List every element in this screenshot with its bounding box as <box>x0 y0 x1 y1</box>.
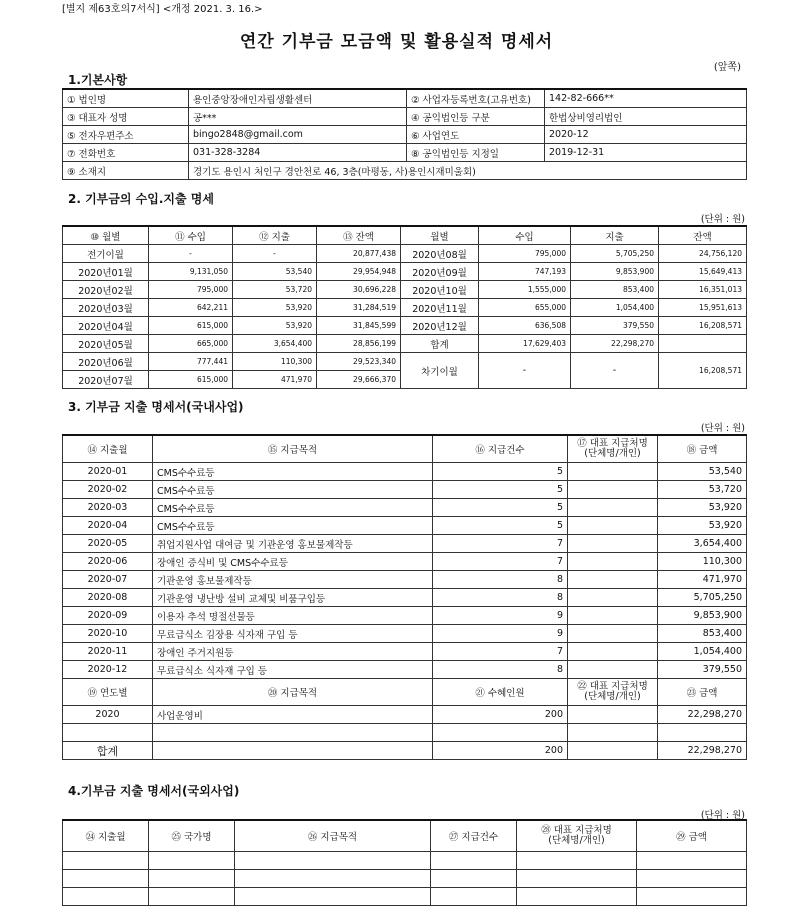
domestic-expense-row <box>63 643 747 661</box>
recipient-cell <box>568 589 658 607</box>
month-cell: 2020년07월 <box>63 371 149 389</box>
expense-cell: 471,970 <box>233 371 317 389</box>
month-cell: 2020년09월 <box>401 263 479 281</box>
blank-cell <box>658 724 747 742</box>
column-header: 잔액 <box>659 226 747 245</box>
header-line: (단체명/개인) <box>584 448 641 459</box>
blank-cell <box>149 888 235 906</box>
income-cell: 795,000 <box>479 245 571 263</box>
count-cell: 5 <box>433 481 568 499</box>
month-cell: 2020-01 <box>63 463 153 481</box>
blank-cell <box>235 852 431 870</box>
domestic-header-2 <box>63 679 747 706</box>
income-cell: 9,131,050 <box>149 263 233 281</box>
income-cell: 1,555,000 <box>479 281 571 299</box>
header-line: (단체명/개인) <box>584 691 641 702</box>
income-cell: 642,211 <box>149 299 233 317</box>
column-header <box>658 435 747 463</box>
overseas-header <box>63 820 747 852</box>
purpose-cell: CMS수수료등 <box>153 481 433 499</box>
section-4-unit: (단위 : 원) <box>700 810 745 821</box>
count-cell: 7 <box>433 553 568 571</box>
amount-cell: 3,654,400 <box>658 535 747 553</box>
month-cell: 2020-05 <box>63 535 153 553</box>
count-cell: 8 <box>433 589 568 607</box>
purpose-cell: 기관운영 홍보물제작등 <box>153 571 433 589</box>
header-line: ㉒ 대표 지급처명 <box>577 681 648 692</box>
field-label: ⑤ 전자우편주소 <box>63 126 189 144</box>
column-header <box>517 820 637 852</box>
amount-cell: 5,705,250 <box>658 589 747 607</box>
column-header <box>63 679 153 706</box>
field-label: ① 법인명 <box>63 89 189 108</box>
month-cell: 합계 <box>401 335 479 353</box>
month-cell: 2020년11월 <box>401 299 479 317</box>
income-expense-table <box>62 225 747 389</box>
amount-cell: 53,540 <box>658 463 747 481</box>
carryover-label: 차기이월 <box>401 353 479 389</box>
blank-cell <box>63 852 149 870</box>
field-value: 031-328-3284 <box>189 144 407 162</box>
count-cell: 5 <box>433 463 568 481</box>
column-header: ⑩ 월별 <box>63 226 149 245</box>
basic-info-row <box>63 126 747 144</box>
month-cell: 2020년04월 <box>63 317 149 335</box>
blank-cell <box>637 852 747 870</box>
domestic-expense-row <box>63 589 747 607</box>
income-cell: 615,000 <box>149 317 233 335</box>
amount-cell: 379,550 <box>658 661 747 679</box>
amount-cell: 853,400 <box>658 625 747 643</box>
balance-cell: 20,877,438 <box>317 245 401 263</box>
income-cell: 747,193 <box>479 263 571 281</box>
purpose-cell: 사업운영비 <box>153 706 433 724</box>
column-header: ⑬ 잔액 <box>317 226 401 245</box>
total-amount: 22,298,270 <box>658 742 747 760</box>
total-row <box>63 742 747 760</box>
domestic-expense-row <box>63 607 747 625</box>
column-header <box>637 820 747 852</box>
income-expense-row <box>63 353 747 371</box>
count-cell: 5 <box>433 517 568 535</box>
recipient-cell <box>568 517 658 535</box>
domestic-expense-row <box>63 535 747 553</box>
recipient-cell <box>568 481 658 499</box>
amount-cell: 53,920 <box>658 517 747 535</box>
page-title: 연간 기부금 모금액 및 활용실적 명세서 <box>239 32 554 52</box>
header-line: ㉗ 지급건수 <box>448 832 499 843</box>
header-line: ㉘ 대표 지급처명 <box>541 825 612 836</box>
income-cell: 615,000 <box>149 371 233 389</box>
year-summary-row <box>63 706 747 724</box>
expense-cell: 53,920 <box>233 299 317 317</box>
basic-info-row <box>63 108 747 126</box>
amount-cell: 22,298,270 <box>658 706 747 724</box>
column-header <box>431 820 517 852</box>
income-expense-row <box>63 317 747 335</box>
domestic-expense-row <box>63 499 747 517</box>
field-value: 공*** <box>189 108 407 126</box>
domestic-expense-row <box>63 463 747 481</box>
income-cell: 777,441 <box>149 353 233 371</box>
expense-cell: 9,853,900 <box>571 263 659 281</box>
column-header <box>63 435 153 463</box>
overseas-blank-row <box>63 888 747 906</box>
amount-cell: 53,720 <box>658 481 747 499</box>
balance-cell: 30,696,228 <box>317 281 401 299</box>
blank-cell <box>517 852 637 870</box>
carryover-income: - <box>479 353 571 389</box>
field-value: 용인중앙장애인자립생활센터 <box>189 89 407 108</box>
section-1-heading: 1.기본사항 <box>68 73 128 87</box>
count-cell: 5 <box>433 499 568 517</box>
section-2-unit: (단위 : 원) <box>700 214 745 225</box>
basic-info-table <box>62 88 747 180</box>
field-label: ⑧ 공익법인등 지정일 <box>407 144 545 162</box>
balance-cell: 16,208,571 <box>659 317 747 335</box>
income-cell: 636,508 <box>479 317 571 335</box>
recipient-cell <box>568 607 658 625</box>
count-cell: 9 <box>433 607 568 625</box>
recipient-cell <box>568 499 658 517</box>
header-line: ㉕ 국가명 <box>171 832 212 843</box>
expense-cell: 53,540 <box>233 263 317 281</box>
month-cell: 2020년06월 <box>63 353 149 371</box>
income-cell: 665,000 <box>149 335 233 353</box>
domestic-expense-row <box>63 661 747 679</box>
amount-cell: 1,054,400 <box>658 643 747 661</box>
month-cell: 2020년05월 <box>63 335 149 353</box>
blank-cell <box>431 888 517 906</box>
month-cell: 2020년10월 <box>401 281 479 299</box>
field-label: ⑨ 소재지 <box>63 162 189 180</box>
expense-cell: 1,054,400 <box>571 299 659 317</box>
year-cell: 2020 <box>63 706 153 724</box>
field-label: ⑦ 전화번호 <box>63 144 189 162</box>
header-line: (단체명/개인) <box>548 835 605 846</box>
expense-cell: 379,550 <box>571 317 659 335</box>
recipient-cell <box>568 625 658 643</box>
balance-cell: 29,523,340 <box>317 353 401 371</box>
expense-cell: 3,654,400 <box>233 335 317 353</box>
expense-cell: - <box>233 245 317 263</box>
header-line: ㉔ 지출월 <box>85 832 126 843</box>
count-cell: 7 <box>433 643 568 661</box>
month-cell: 2020년08월 <box>401 245 479 263</box>
purpose-cell: 취업지원사업 대여금 및 기관운영 홍보물제작등 <box>153 535 433 553</box>
blank-cell <box>517 870 637 888</box>
balance-cell: 24,756,120 <box>659 245 747 263</box>
expense-cell: 53,720 <box>233 281 317 299</box>
recipient-cell <box>568 706 658 724</box>
balance-cell <box>659 335 747 353</box>
expense-cell: 5,705,250 <box>571 245 659 263</box>
count-cell: 7 <box>433 535 568 553</box>
blank-cell <box>637 870 747 888</box>
domestic-expense-table <box>62 434 747 760</box>
column-header: ⑫ 지출 <box>233 226 317 245</box>
month-cell: 2020년01월 <box>63 263 149 281</box>
income-cell: - <box>149 245 233 263</box>
income-expense-header <box>63 226 747 245</box>
column-header <box>568 435 658 463</box>
blank-cell <box>568 742 658 760</box>
amount-cell: 9,853,900 <box>658 607 747 625</box>
domestic-header <box>63 435 747 463</box>
field-label: ④ 공익법인등 구분 <box>407 108 545 126</box>
column-header <box>433 679 568 706</box>
balance-cell: 16,351,013 <box>659 281 747 299</box>
month-cell: 2020-11 <box>63 643 153 661</box>
month-cell: 전기이월 <box>63 245 149 263</box>
carryover-expense: - <box>571 353 659 389</box>
header-line: ⑲ 연도별 <box>87 688 128 699</box>
purpose-cell: CMS수수료등 <box>153 463 433 481</box>
blank-cell <box>433 724 568 742</box>
month-cell: 2020-12 <box>63 661 153 679</box>
purpose-cell: 무료급식소 김장용 식자재 구입 등 <box>153 625 433 643</box>
month-cell: 2020년02월 <box>63 281 149 299</box>
domestic-expense-row <box>63 481 747 499</box>
column-header: 수입 <box>479 226 571 245</box>
income-cell: 17,629,403 <box>479 335 571 353</box>
header-line: ㉖ 지급목적 <box>307 832 358 843</box>
header-line: ⑭ 지출월 <box>87 445 128 456</box>
expense-cell: 853,400 <box>571 281 659 299</box>
month-cell: 2020-02 <box>63 481 153 499</box>
blank-cell <box>153 724 433 742</box>
income-expense-row <box>63 281 747 299</box>
header-line: ⑳ 지급목적 <box>267 688 318 699</box>
section-2-heading: 2. 기부금의 수입.지출 명세 <box>68 192 214 206</box>
month-cell: 2020년03월 <box>63 299 149 317</box>
basic-info-row <box>63 144 747 162</box>
recipient-cell <box>568 661 658 679</box>
blank-cell <box>63 888 149 906</box>
purpose-cell: 이용자 추석 명절선물등 <box>153 607 433 625</box>
income-expense-row <box>63 263 747 281</box>
blank-cell <box>149 870 235 888</box>
section-4-heading: 4.기부금 지출 명세서(국외사업) <box>68 784 240 798</box>
domestic-expense-row <box>63 553 747 571</box>
count-cell: 9 <box>433 625 568 643</box>
carryover-balance: 16,208,571 <box>659 353 747 389</box>
balance-cell: 15,649,413 <box>659 263 747 281</box>
field-value: bingo2848@gmail.com <box>189 126 407 144</box>
total-count: 200 <box>433 742 568 760</box>
header-line: ⑱ 금액 <box>686 445 718 456</box>
section-3-heading: 3. 기부금 지출 명세서(국내사업) <box>68 400 244 414</box>
balance-cell: 15,951,613 <box>659 299 747 317</box>
count-cell: 8 <box>433 571 568 589</box>
purpose-cell: 무료급식소 식자재 구입 등 <box>153 661 433 679</box>
field-label: ⑥ 사업연도 <box>407 126 545 144</box>
income-expense-row <box>63 299 747 317</box>
month-cell: 2020-09 <box>63 607 153 625</box>
amount-cell: 53,920 <box>658 499 747 517</box>
blank-cell <box>149 852 235 870</box>
blank-cell <box>637 888 747 906</box>
recipient-cell <box>568 553 658 571</box>
blank-cell <box>63 724 153 742</box>
column-header <box>658 679 747 706</box>
address-value: 경기도 용인시 처인구 경안천로 46, 3층(마평동, 사)용인시재미울회) <box>189 162 747 180</box>
purpose-cell: 기관운영 냉난방 설비 교체및 비품구입등 <box>153 589 433 607</box>
blank-row <box>63 724 747 742</box>
column-header: 월별 <box>401 226 479 245</box>
income-cell: 795,000 <box>149 281 233 299</box>
expense-cell: 22,298,270 <box>571 335 659 353</box>
purpose-cell: 장애인 주거지원등 <box>153 643 433 661</box>
form-reference: [별지 제63호의7서식] <개정 2021. 3. 16.> <box>62 4 263 15</box>
column-header <box>149 820 235 852</box>
purpose-cell: CMS수수료등 <box>153 517 433 535</box>
month-cell: 2020-10 <box>63 625 153 643</box>
domestic-expense-row <box>63 517 747 535</box>
domestic-expense-row <box>63 571 747 589</box>
month-cell: 2020-07 <box>63 571 153 589</box>
blank-cell <box>431 870 517 888</box>
field-label: ② 사업자등록번호(고유번호) <box>407 89 545 108</box>
blank-cell <box>431 852 517 870</box>
balance-cell: 28,856,199 <box>317 335 401 353</box>
field-label: ③ 대표자 성명 <box>63 108 189 126</box>
month-cell: 2020-04 <box>63 517 153 535</box>
field-value: 2019-12-31 <box>545 144 747 162</box>
field-value: 2020-12 <box>545 126 747 144</box>
header-line: ⑮ 지급목적 <box>267 445 318 456</box>
count-cell: 8 <box>433 661 568 679</box>
recipient-cell <box>568 463 658 481</box>
income-expense-row <box>63 245 747 263</box>
expense-cell: 53,920 <box>233 317 317 335</box>
income-cell: 655,000 <box>479 299 571 317</box>
month-cell: 2020년12월 <box>401 317 479 335</box>
income-expense-row <box>63 335 747 353</box>
address-row <box>63 162 747 180</box>
blank-cell <box>235 888 431 906</box>
field-value: 한법상비영리법인 <box>545 108 747 126</box>
column-header <box>153 679 433 706</box>
purpose-cell: CMS수수료등 <box>153 499 433 517</box>
header-line: ㉑ 수혜인원 <box>475 688 525 699</box>
domestic-expense-row <box>63 625 747 643</box>
blank-cell <box>568 724 658 742</box>
overseas-blank-row <box>63 852 747 870</box>
column-header <box>63 820 149 852</box>
balance-cell: 31,845,599 <box>317 317 401 335</box>
recipient-cell <box>568 535 658 553</box>
total-label: 합계 <box>63 742 153 760</box>
column-header <box>568 679 658 706</box>
overseas-expense-table <box>62 819 747 906</box>
column-header <box>153 435 433 463</box>
balance-cell: 29,954,948 <box>317 263 401 281</box>
page-side-label: (앞쪽) <box>713 62 741 73</box>
header-line: ⑯ 지급건수 <box>475 445 525 456</box>
purpose-cell: 장애인 증식비 및 CMS수수료등 <box>153 553 433 571</box>
blank-cell <box>153 742 433 760</box>
column-header: ⑪ 수입 <box>149 226 233 245</box>
amount-cell: 110,300 <box>658 553 747 571</box>
column-header <box>433 435 568 463</box>
month-cell: 2020-06 <box>63 553 153 571</box>
column-header <box>235 820 431 852</box>
column-header: 지출 <box>571 226 659 245</box>
month-cell: 2020-03 <box>63 499 153 517</box>
blank-cell <box>517 888 637 906</box>
overseas-blank-row <box>63 870 747 888</box>
field-value: 142-82-666** <box>545 89 747 108</box>
blank-cell <box>235 870 431 888</box>
amount-cell: 471,970 <box>658 571 747 589</box>
recipients-cell: 200 <box>433 706 568 724</box>
balance-cell: 31,284,519 <box>317 299 401 317</box>
balance-cell: 29,666,370 <box>317 371 401 389</box>
blank-cell <box>63 870 149 888</box>
month-cell: 2020-08 <box>63 589 153 607</box>
recipient-cell <box>568 643 658 661</box>
basic-info-row <box>63 89 747 108</box>
header-line: ⑰ 대표 지급처명 <box>577 438 648 449</box>
expense-cell: 110,300 <box>233 353 317 371</box>
recipient-cell <box>568 571 658 589</box>
section-3-unit: (단위 : 원) <box>700 423 745 434</box>
header-line: ㉙ 금액 <box>676 832 707 843</box>
header-line: ㉓ 금액 <box>686 688 718 699</box>
